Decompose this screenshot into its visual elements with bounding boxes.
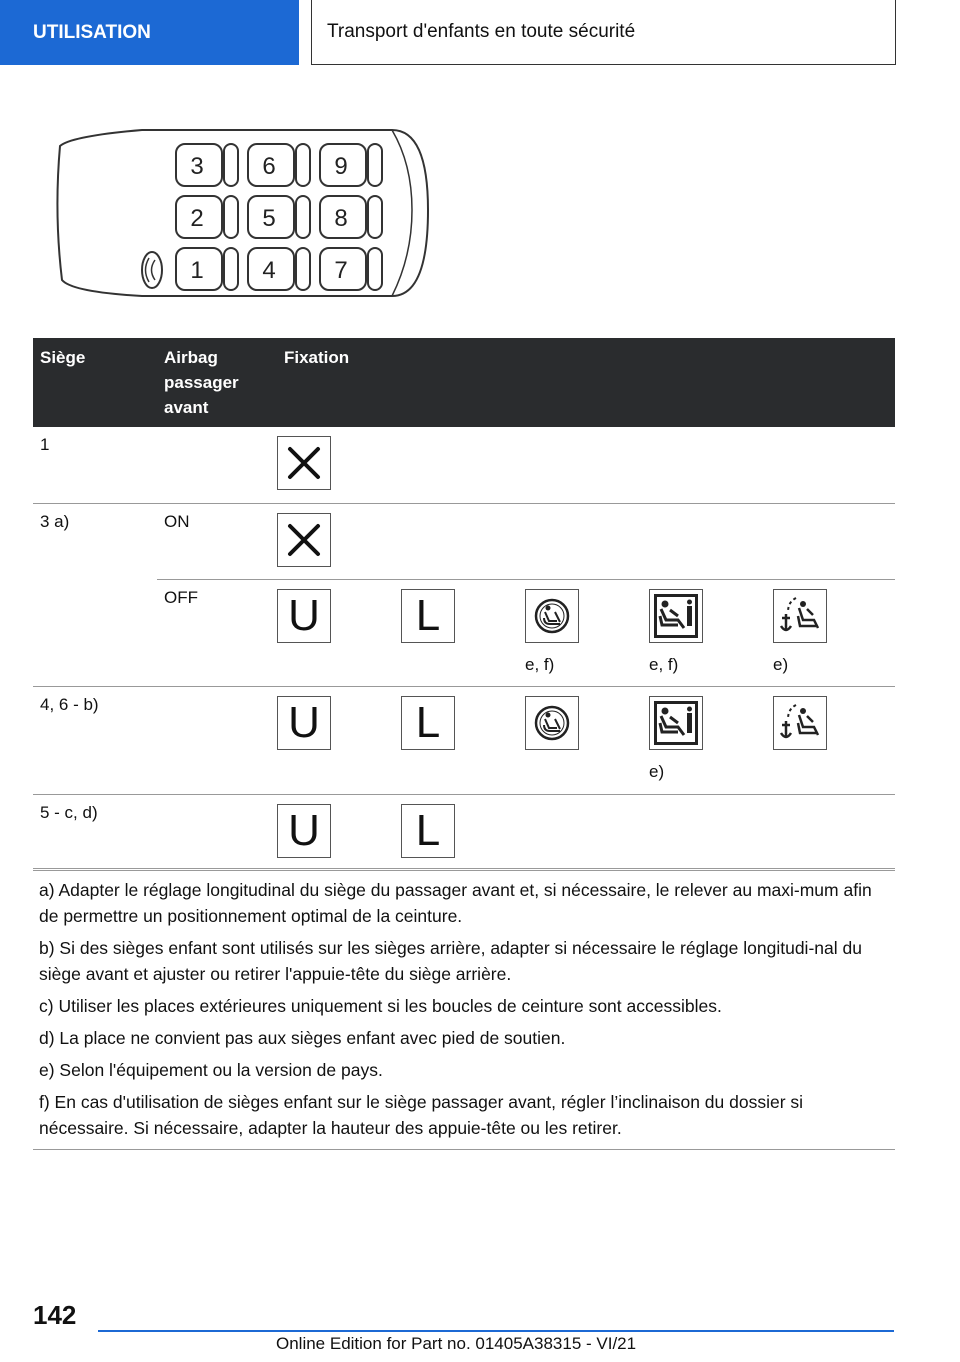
fixation-note: e, f): [649, 654, 679, 674]
fixation-cell: [525, 579, 649, 686]
empty-cell: [649, 427, 773, 503]
chapter-title: Transport d'enfants en toute sécurité: [327, 21, 636, 42]
fixation-cell: [773, 579, 895, 686]
booster-icon: [649, 589, 703, 643]
col-header-airbag-text: Airbag passager avant: [164, 348, 239, 417]
isize-icon: [525, 696, 579, 750]
fixation-cell: [277, 579, 401, 686]
footnote: d) La place ne convient pas aux sièges enfant avec pied de soutien.: [39, 1028, 566, 1048]
fixation-letter: U: [288, 805, 320, 855]
footnote: e) Selon l'équipement ou la version de pays.: [39, 1060, 383, 1080]
chapter-header: [311, 0, 896, 65]
seat-position: [320, 248, 382, 290]
fixation-cell: [277, 503, 401, 579]
seat-cell: [33, 794, 157, 870]
footnote: b) Si des sièges enfant sont utilisés sur les sièges arrière, adapter si nécessaire le réglage longitudi-nal du siège avant et ajuster ou retirer l'appuie-tête du siège arrière.: [39, 938, 862, 984]
seat-cell: [33, 503, 157, 686]
fixation-note: e, f): [525, 654, 555, 674]
fixation-cell: [649, 579, 773, 686]
table-header-row: [33, 338, 895, 427]
page-number: 142: [33, 1300, 77, 1330]
col-header-fixation: Fixation: [277, 338, 895, 427]
table-row: [33, 427, 895, 503]
seat-number: 1: [190, 257, 204, 284]
seat-position: [248, 144, 310, 186]
fixation-symbol: [401, 804, 455, 858]
seat-position: [176, 196, 238, 238]
fixation-symbol: [401, 696, 455, 750]
section-title: UTILISATION: [33, 21, 151, 43]
fixation-cell: [401, 579, 525, 686]
airbag-cell: [157, 686, 277, 794]
footer-divider: [98, 1330, 894, 1332]
empty-cell: [773, 503, 895, 579]
seat-label: 4, 6 - b): [40, 694, 99, 714]
airbag-cell: [157, 794, 277, 870]
fixation-symbol: [401, 589, 455, 643]
col-header-seat: Siège: [33, 338, 157, 427]
seat-number: 2: [190, 205, 204, 232]
airbag-label: ON: [164, 511, 190, 531]
seat-number: 3: [190, 153, 204, 180]
table-row: [33, 503, 895, 579]
isofix-icon: [773, 696, 827, 750]
seatbelt-icon: [142, 252, 162, 288]
empty-cell: [525, 427, 649, 503]
empty-cell: [401, 427, 525, 503]
empty-cell: [773, 427, 895, 503]
seat-cell: [33, 686, 157, 794]
car-seat-diagram: [52, 124, 432, 302]
seat-cell: [33, 427, 157, 503]
seat-number: 9: [334, 153, 348, 180]
empty-cell: [525, 794, 649, 870]
cross-icon: [277, 436, 331, 490]
empty-cell: [401, 503, 525, 579]
col-header-airbag: [157, 338, 277, 427]
airbag-cell: [157, 503, 277, 579]
fixation-letter: L: [415, 805, 441, 855]
fixation-letter: L: [415, 590, 441, 640]
fixation-cell: [277, 686, 401, 794]
table-row: [33, 686, 895, 794]
fixation-letter: L: [415, 697, 441, 747]
airbag-label: OFF: [164, 587, 198, 607]
empty-cell: [773, 794, 895, 870]
seat-number: 8: [334, 205, 348, 232]
seat-label: 3 a): [40, 511, 70, 531]
fixation-cell: [649, 686, 773, 794]
seat-grid: [176, 144, 382, 290]
footnote: f) En cas d'utilisation de sièges enfant sur le siège passager avant, régler l’inclinaison du dossier si nécessaire. Si nécessaire, adapter la hauteur des appuie-tête ou les retirer.: [39, 1092, 804, 1138]
seat-label: 1: [40, 435, 50, 454]
footnote: c) Utiliser les places extérieures uniquement si les boucles de ceinture sont accessibles.: [39, 996, 722, 1016]
fixation-note: e): [649, 761, 665, 781]
seat-position: [320, 196, 382, 238]
empty-cell: [649, 503, 773, 579]
fixation-table: [33, 338, 895, 871]
fixation-symbol: [277, 696, 331, 750]
table-row: [33, 794, 895, 870]
edition-text: Online Edition for Part no. 01405A38315 - VI/21: [276, 1334, 637, 1353]
seat-position: [176, 144, 238, 186]
fixation-cell: [773, 686, 895, 794]
fixation-cell: [525, 686, 649, 794]
airbag-cell: [157, 579, 277, 686]
seat-number: 6: [262, 153, 276, 180]
isofix-icon: [773, 589, 827, 643]
fixation-symbol: [277, 804, 331, 858]
cross-icon: [277, 513, 331, 567]
section-tab[interactable]: [0, 0, 299, 65]
fixation-cell: [401, 794, 525, 870]
fixation-note: e): [773, 654, 789, 674]
fixation-cell: [277, 794, 401, 870]
fixation-letter: U: [288, 697, 320, 747]
seat-number: 7: [334, 257, 348, 284]
footnote: a) Adapter le réglage longitudinal du siège du passager avant et, si nécessaire, le relever au maxi-mum afin de permettre un positionnement optimal de la ceinture.: [39, 880, 872, 926]
airbag-cell: [157, 427, 277, 503]
seat-position: [320, 144, 382, 186]
table-row: [33, 579, 895, 686]
isize-icon: [525, 589, 579, 643]
fixation-letter: U: [288, 590, 320, 640]
booster-icon: [649, 696, 703, 750]
seat-number: 5: [262, 205, 276, 232]
fixation-cell: [401, 686, 525, 794]
seat-position: [248, 196, 310, 238]
footnotes: [33, 868, 895, 1150]
empty-cell: [525, 503, 649, 579]
empty-cell: [649, 794, 773, 870]
seat-position: [248, 248, 310, 290]
fixation-symbol: [277, 589, 331, 643]
seat-number: 4: [262, 257, 276, 284]
seat-label: 5 - c, d): [40, 802, 98, 822]
seat-position: [176, 248, 238, 290]
fixation-cell: [277, 427, 401, 503]
